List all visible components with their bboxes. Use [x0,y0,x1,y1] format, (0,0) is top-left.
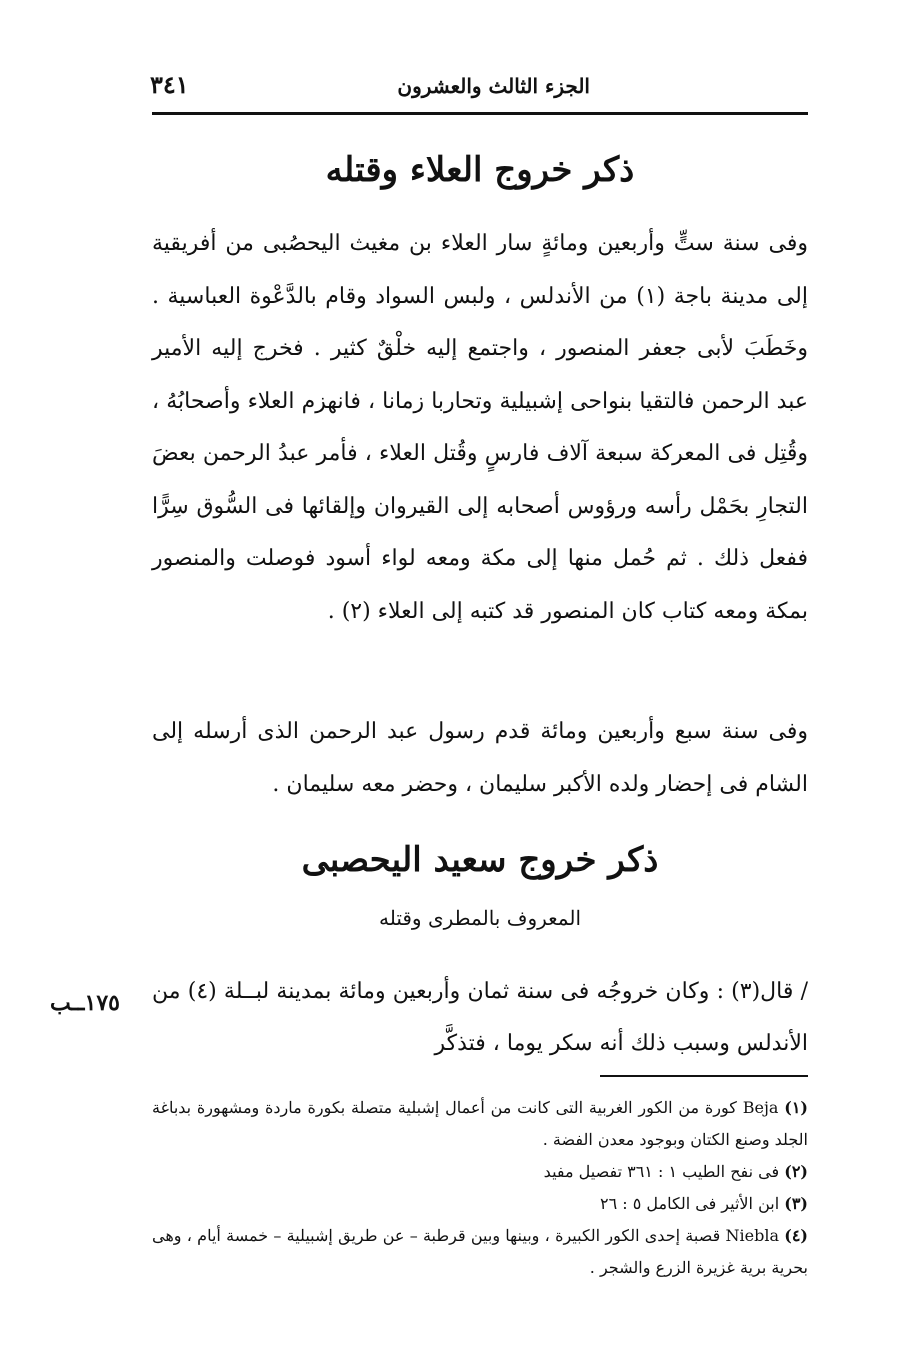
page-number: ٣٤١ [150,70,189,99]
paragraph-messenger: وفى سنة سبع وأربعين ومائة قدم رسول عبد الرحمن الذى أرسله إلى الشام فى إحضار ولده الأكبر سليمان ، وحضر معه سليمان . [152,719,808,797]
section-heading-said: ذكر خروج سعيد اليحصبى [301,840,659,880]
footnote-text: Beja كورة من الكور الغربية التى كانت من أعمال إشبلية متصلة بكورة ماردة ومشهورة بدباغة الجلد وصنع الكتان وبوجود معدن الفضة . [152,1098,808,1149]
header-rule [152,112,808,115]
footnote-number: (٣) [784,1194,808,1213]
footnote-number: (١) [784,1098,808,1117]
footnote-1 [152,1092,808,1156]
footnote-2 [152,1156,808,1188]
footnote-rule [600,1075,808,1077]
footnotes [152,1092,808,1284]
footnote-4 [152,1220,808,1284]
footnote-text: ابن الأثير فى الكامل ٥ : ٢٦ [600,1194,780,1213]
section-subheading-said: المعروف بالمطرى وقتله [378,906,581,930]
paragraph-ala-revolt: وفى سنة ستٍّ وأربعين ومائةٍ سار العلاء بن مغيث اليحصُبى من أفريقية إلى مدينة باجة (١) من الأندلس ، ولبس السواد وقام بالدَّعْوة العباسية . وخَطَبَ لأبى جعفر المنصور ، واجتمع إليه خلْقٌ كثير . فخرج إليه الأمير عبد الرحمن فالتقيا بنواحى إشبيلية وتحاربا زمانا ، فانهزم العلاء وأصحابُهُ ، وقُتِل فى المعركة سبعة آلاف فارسٍ وقُتل العلاء ، فأمر عبدُ الرحمن بعضَ التجارِ بحَمْل رأسه ورؤوس أصحابه إلى القيروان وإلقائها فى السُّوق سِرًّا ففعل ذلك . ثم حُمل منها إلى مكة ومعه لواء أسود فوصلت والمنصور بمكة ومعه كتاب كان المنصور قد كتبه إلى العلاء (٢) . [152,231,808,624]
footnote-text: فى نفح الطيب ١ : ٣٦١ تفصيل مفيد [543,1162,780,1181]
running-header [150,66,810,106]
header-title: الجزء الثالث والعشرون [397,74,590,98]
footnote-number: (٤) [784,1226,808,1245]
footnote-3 [152,1188,808,1220]
section-heading-ala: ذكر خروج العلاء وقتله [325,150,635,190]
footnote-text: Niebla قصبة إحدى الكور الكبيرة ، وبينها وبين قرطبة – عن طريق إشبيلية – خمسة أيام ، وهى بحرية برية غزيرة الزرع والشجر . [152,1226,808,1277]
footnote-number: (٢) [784,1162,808,1181]
margin-folio-note: ١٧٥ــب [50,990,120,1016]
paragraph-said-revolt: / قال(٣) : وكان خروجُه فى سنة ثمان وأربعين ومائة بمدينة لبــلة (٤) من الأندلس وسبب ذلك أنه سكر يوما ، فتذكَّر [152,979,808,1056]
